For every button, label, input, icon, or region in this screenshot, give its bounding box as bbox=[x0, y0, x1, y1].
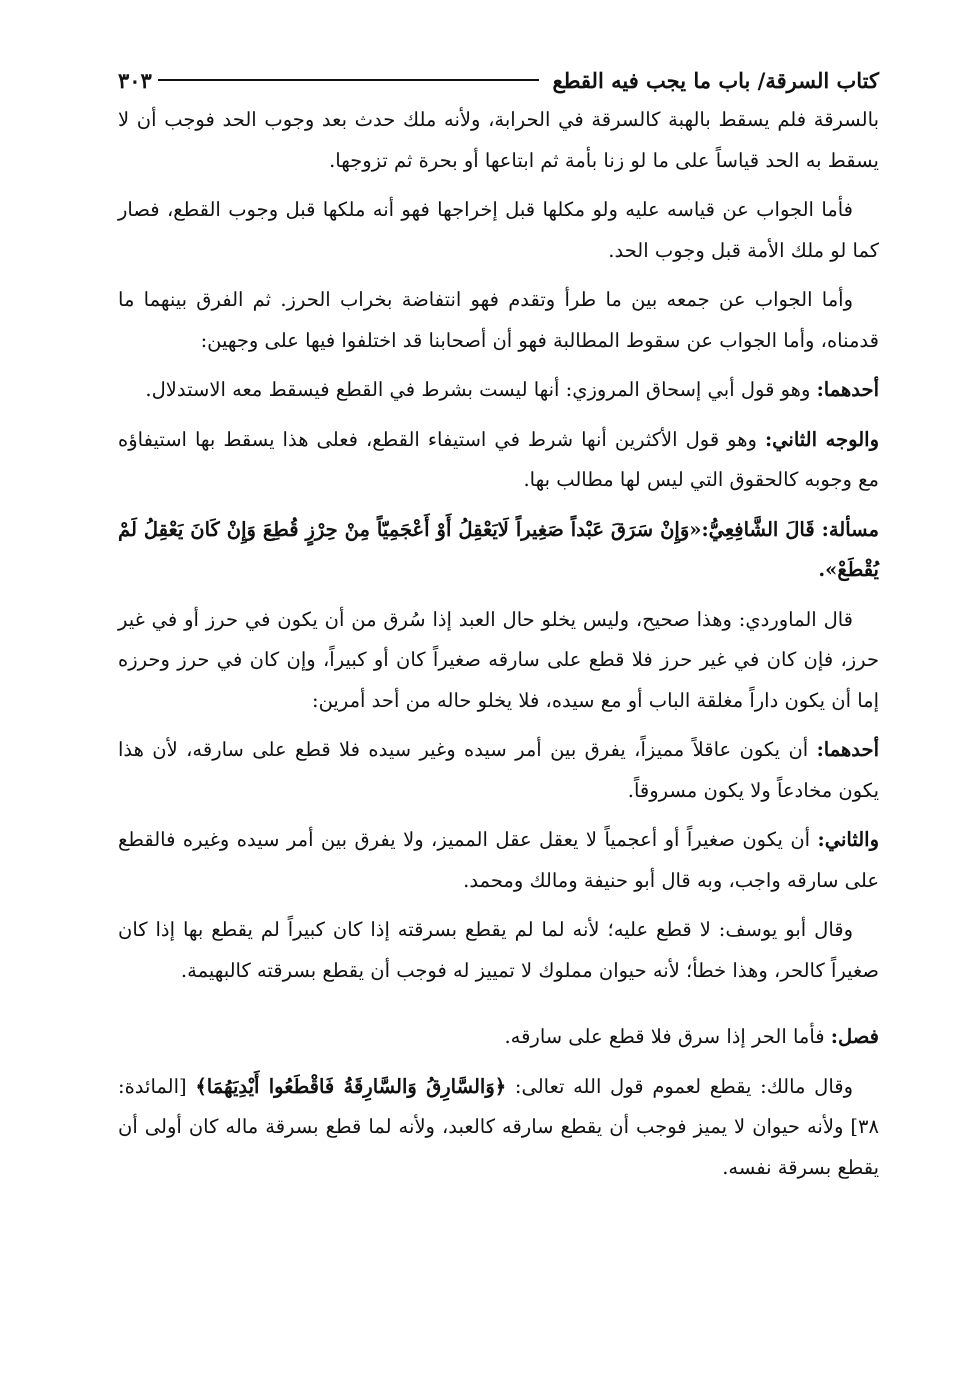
paragraph-text: فأما الجواب عن قياسه عليه ولو مكلها قبل إخراجها فهو أنه ملكها قبل وجوب القطع، فصار كما لو ملك الأمة قبل وجوب الحد. bbox=[118, 198, 879, 262]
page-header bbox=[118, 62, 879, 98]
masala-quote: «وَإِنْ سَرَقَ عَبْداً صَغِيراً لَايَعْقِلُ أَوْ أَعْجَمِيّاً مِنْ حِرْزٍ قُطِعَ وَإِنْ كَانَ يَعْقِلُ لَمْ يُقْطَعْ». bbox=[118, 517, 879, 581]
paragraph-text: [المائدة: ٣٨] ولأنه حيوان لا يميز فوجب أن يقطع سارقه كالعبد، ولأنه لما قطع بسرقة ماله كان أولى أن يقطع بسرقة نفسه. bbox=[118, 1074, 879, 1179]
paragraph bbox=[118, 730, 879, 811]
quran-verse: ﴿وَالسَّارِقُ وَالسَّارِقَةُ فَاقْطَعُوا أَيْدِيَهُمَا﴾ bbox=[195, 1074, 507, 1098]
fasl-paragraph bbox=[118, 1017, 879, 1058]
paragraph-text: وهو قول الأكثرين أنها شرط في استيفاء القطع، فعلى هذا يسقط بها استيفاؤه مع وجوبه كالحقوق التي ليس لها مطالب بها. bbox=[118, 427, 879, 491]
paragraph bbox=[118, 370, 879, 411]
paragraph bbox=[118, 420, 879, 501]
paragraph-lead-term: أحدهما: bbox=[816, 738, 879, 761]
paragraph bbox=[118, 910, 879, 991]
paragraph-text: وهو قول أبي إسحاق المروزي: أنها ليست بشرط في القطع فيسقط معه الاستدلال. bbox=[145, 378, 817, 401]
paragraph bbox=[118, 820, 879, 901]
paragraph-lead-term: أحدهما: bbox=[816, 378, 879, 401]
paragraph-text: قال الماوردي: وهذا صحيح، وليس يخلو حال العبد إذا سُرق من أن يكون في حرز أو في غير حرز، فإن كان في غير حرز فلا قطع على سارقه صغيراً كان أو كبيراً، وإن كان في حرز وحرزه إما أن يكون داراً مغلقة الباب أو مع سيده، فلا يخلو حاله من أحد أمرين: bbox=[118, 607, 879, 712]
paragraph bbox=[118, 280, 879, 361]
fasl-heading: فصل: bbox=[830, 1025, 879, 1048]
paragraph-lead-term: والوجه الثاني: bbox=[764, 427, 879, 451]
paragraph bbox=[118, 190, 879, 271]
paragraph-text: وأما الجواب عن جمعه بين ما طرأ وتقدم فهو انتفاضة بخراب الحرز. ثم الفرق بينهما ما قدمناه، وأما الجواب عن سقوط المطالبة فهو أن أصحابنا قد اختلفوا فيها على وجهين: bbox=[118, 288, 879, 352]
paragraph-text: وقال مالك: يقطع لعموم قول الله تعالى: bbox=[514, 1074, 853, 1098]
paragraph-text: فأما الحر إذا سرق فلا قطع على سارقه. bbox=[504, 1025, 831, 1048]
masala-heading: مسألة: قَالَ الشَّافِعِيُّ: bbox=[701, 517, 879, 541]
paragraph bbox=[118, 100, 879, 181]
masala-paragraph bbox=[118, 510, 879, 591]
header-rule bbox=[158, 79, 539, 81]
paragraph-text: وقال أبو يوسف: لا قطع عليه؛ لأنه لما لم يقطع بسرقته إذا كان كبيراً لم يقطع بها إذا كان صغيراً كالحر، وهذا خطأ؛ لأنه حيوان مملوك لا تمييز له فوجب أن يقطع بسرقته كالبهيمة. bbox=[118, 918, 879, 982]
body-text bbox=[118, 100, 879, 1197]
paragraph-text: أن يكون عاقلاً مميزاً، يفرق بين أمر سيده وغير سيده فلا قطع على سارقه، لأن هذا يكون مخادعاً ولا يكون مسروقاً. bbox=[118, 738, 879, 802]
paragraph-text: بالسرقة فلم يسقط بالهبة كالسرقة في الحرابة، ولأنه ملك حدث بعد وجوب الحد فوجب أن لا يسقط به الحد قياساً على ما لو زنا بأمة ثم ابتاعها أو بحرة ثم تزوجها. bbox=[118, 108, 879, 172]
paragraph-lead-term: والثاني: bbox=[817, 828, 879, 851]
paragraph bbox=[118, 600, 879, 722]
paragraph bbox=[118, 1067, 879, 1189]
running-title: كتاب السرقة/ باب ما يجب فيه القطع bbox=[552, 67, 879, 93]
page-number: ٣٠٣ bbox=[118, 67, 152, 93]
paragraph-text: أن يكون صغيراً أو أعجمياً لا يعقل عقل المميز، ولا يفرق بين أمر سيده وغيره فالقطع على سارقه واجب، وبه قال أبو حنيفة ومالك ومحمد. bbox=[118, 828, 879, 892]
